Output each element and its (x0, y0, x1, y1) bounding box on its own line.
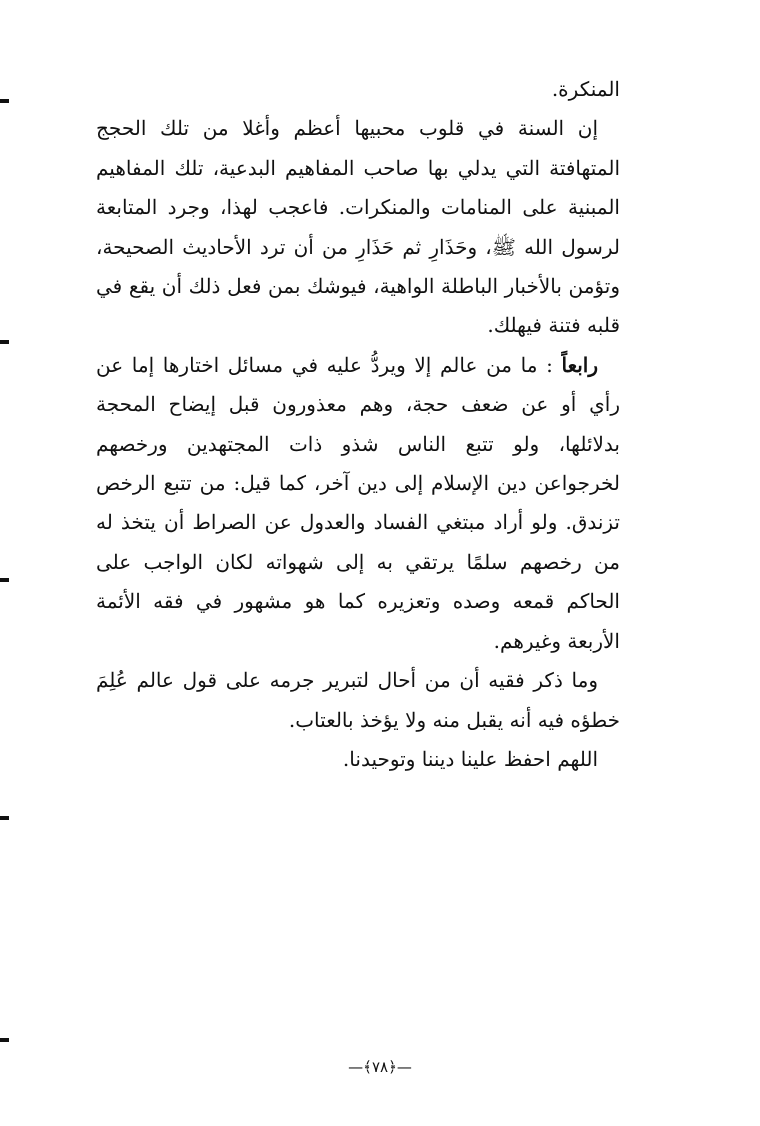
paragraph-continuation: المنكرة. (551, 77, 620, 101)
page-number: —﴿٧٨﴾— (348, 1058, 412, 1076)
paragraph-fourth (96, 346, 620, 661)
edge-mark (0, 578, 9, 582)
edge-mark (0, 816, 9, 820)
edge-mark (0, 99, 9, 103)
paragraph-sunnah: إن السنة في قلوب محبيها أعظم وأغلا من تلك الحجج المتهافتة التي يدلي بها صاحب المفاهيم البدعية، تلك المفاهيم المبنية على المنامات والمنكرات. فاعجب لهذا، وجرد المتابعة لرسول الله ﷺ، وحَذَارِ ثم حَذَارِ من أن ترد الأحاديث الصحيحة، وتؤمن بالأخبار الباطلة الواهية، فيوشك بمن فعل ذلك أن يقع في قلبه فتنة فيهلك. (96, 116, 620, 338)
edge-mark (0, 340, 9, 344)
paragraph-fourth-text: : ما من عالم إلا ويردُّ عليه في مسائل اختارها إما عن رأي أو عن ضعف حجة، وهم معذورون قبل إيضاح المحجة بدلائلها، ولو تتبع الناس شذو ذات المجتهدين ورخصهم لخرجواعن دين الإسلام إلى دين آخر، كما قيل: من تتبع الرخص تزندق. ولو أراد مبتغي الفساد والعدول عن الصراط أن يتخذ له من رخصهم سلمًا يرتقي به إلى شهواته لكان الواجب على الحاكم قمعه وصده وتعزيره كما هو مشهور في فقه الأئمة الأربعة وغيرهم. (96, 352, 620, 653)
edge-mark (0, 1038, 9, 1042)
body-text (96, 70, 620, 779)
paragraph-jurist: وما ذكر فقيه أن من أحال لتبرير جرمه على قول عالم عُلِمَ خطؤه فيه أنه يقبل منه ولا يؤخذ بالعتاب. (96, 668, 620, 732)
paragraph-prayer: اللهم احفظ علينا ديننا وتوحيدنا. (342, 746, 598, 771)
paragraph-lead-word: رابعاً (561, 352, 598, 377)
